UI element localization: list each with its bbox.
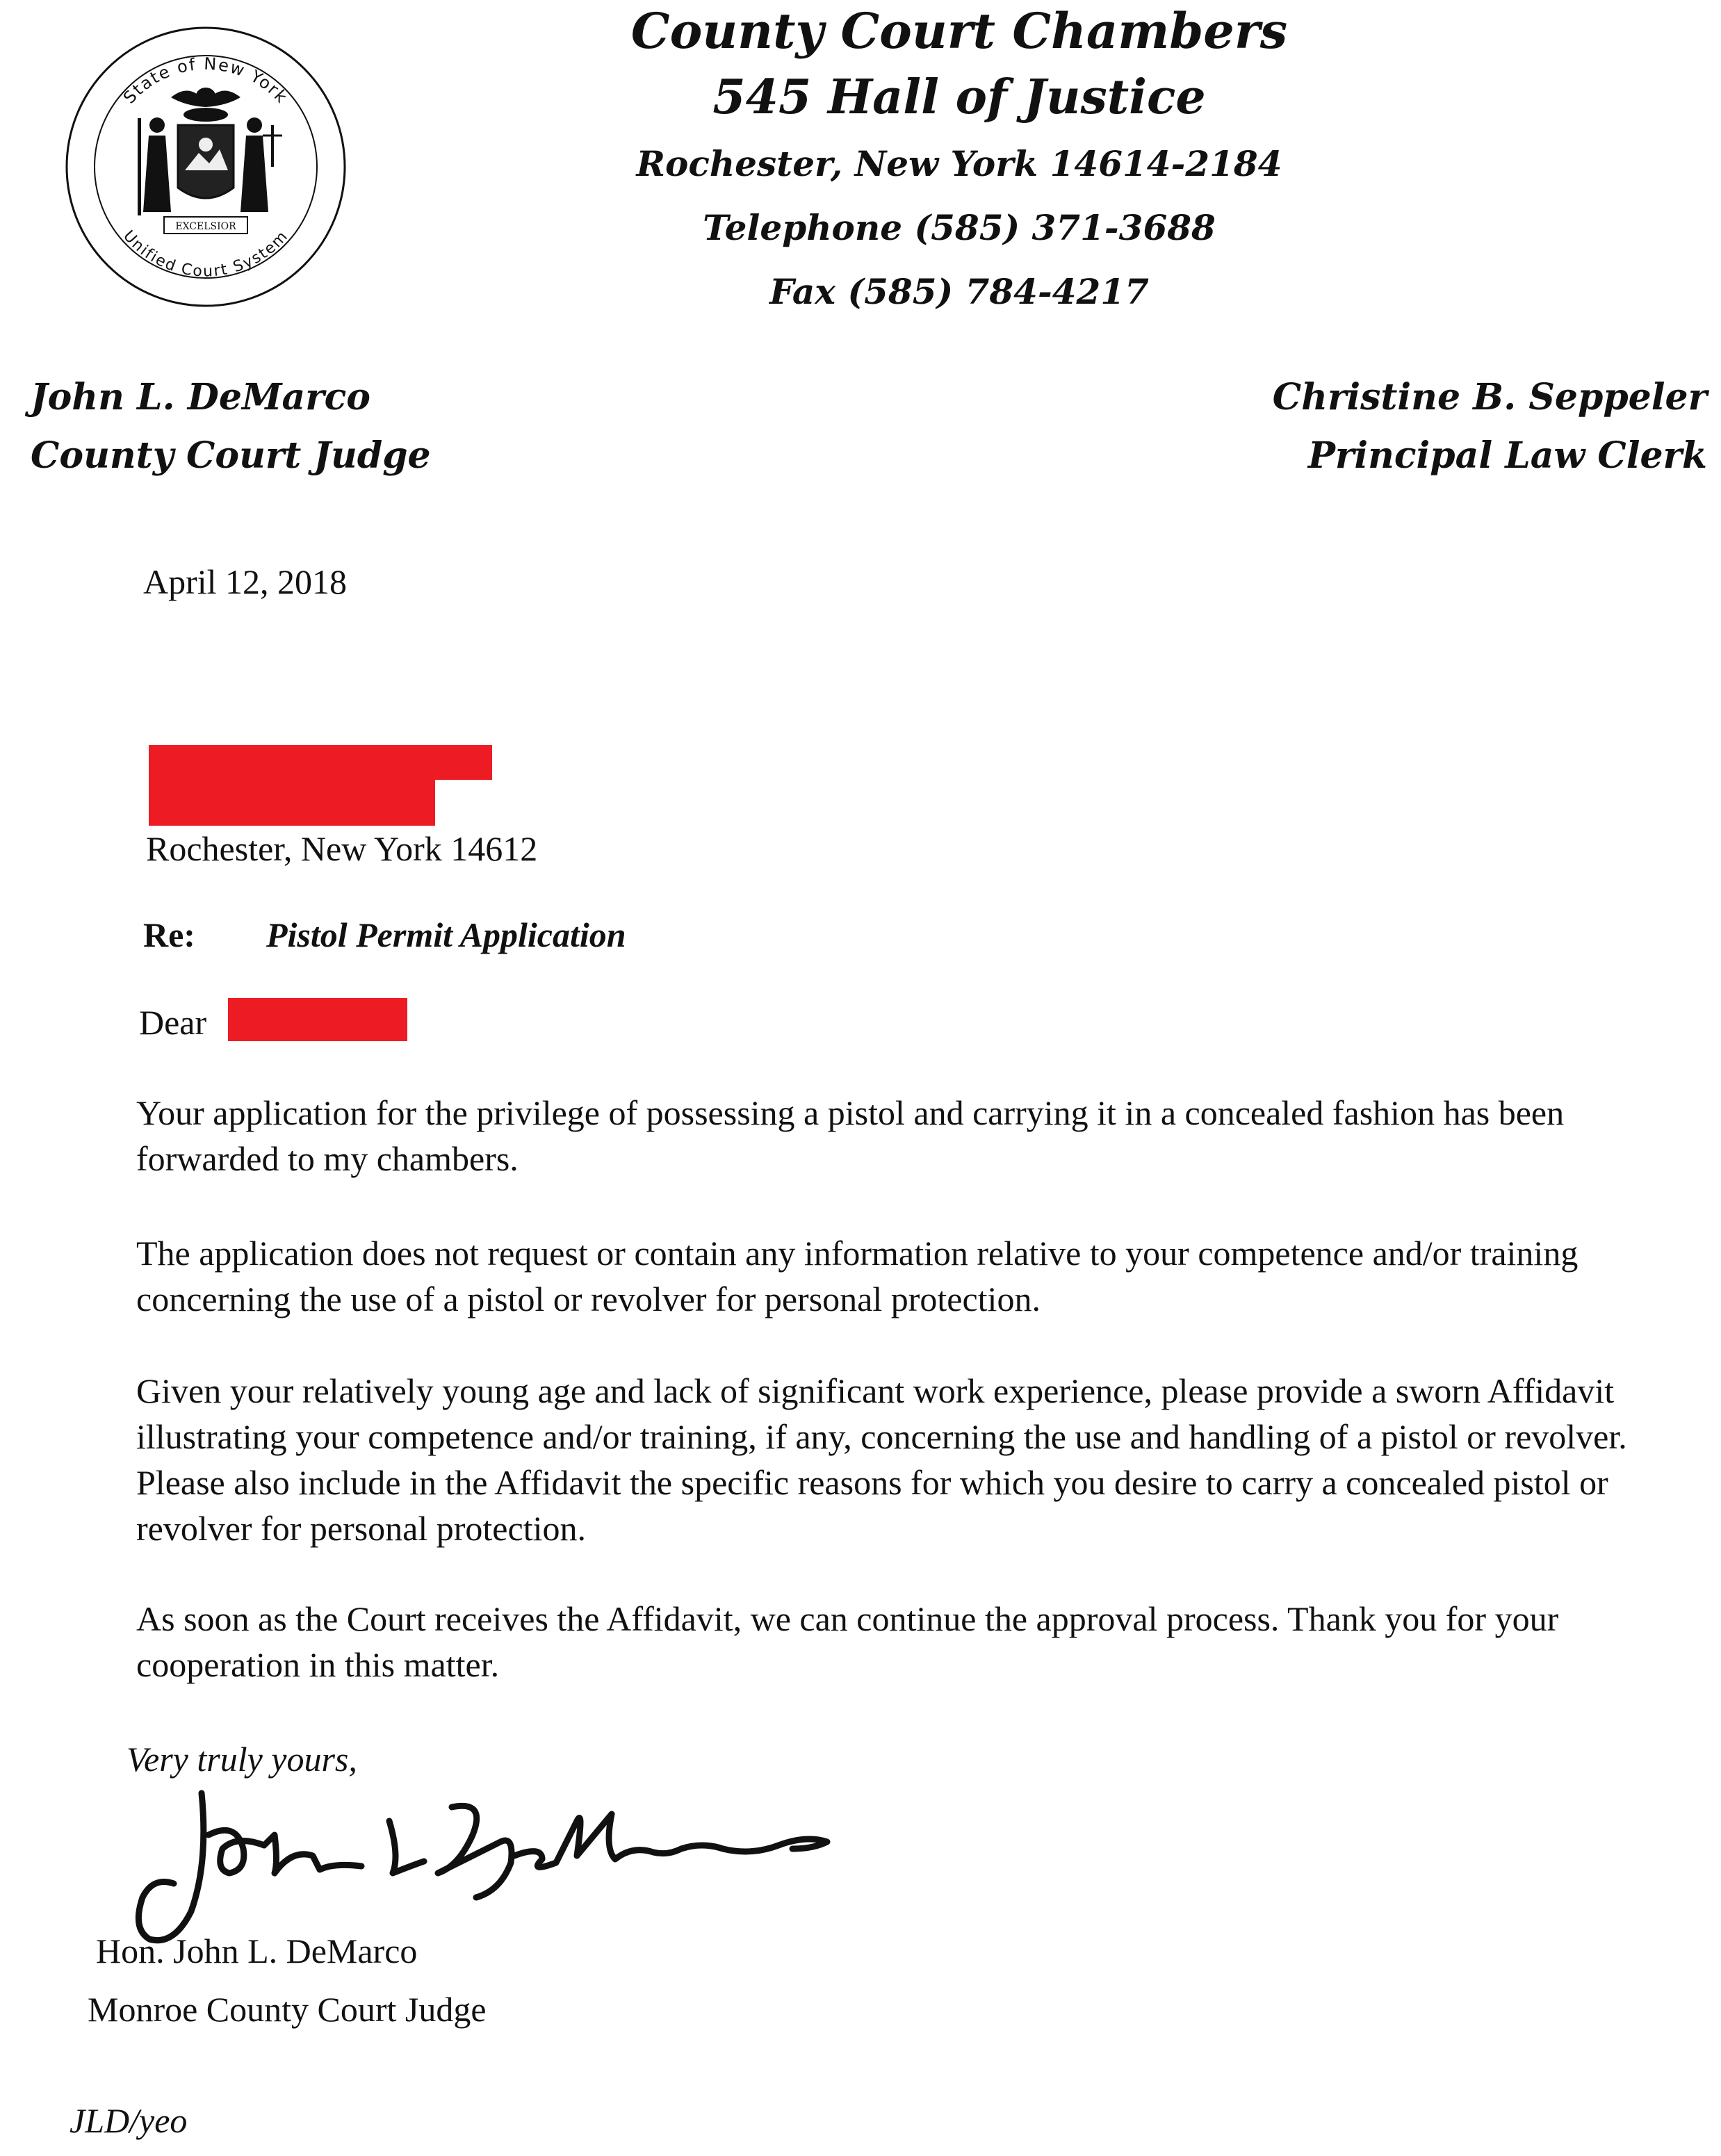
letterhead [542, 0, 1376, 324]
recipient-city: Rochester, New York 14612 [146, 829, 538, 868]
judge-block [31, 368, 431, 485]
paragraph-3: Given your relatively young age and lack of significant work experience, please provide a sworn Affidavit illustrating your competence and/or training, if any, concerning the use and handling of a pistol or revolver. Please also include in the Affidavit the specific reasons for which you desire to carry a concealed pistol or revolver for personal protection. [136, 1371, 1627, 1548]
clerk-title: Principal Law Clerk [1307, 434, 1707, 477]
initials: JLD/yeo [70, 2101, 188, 2140]
re-subject: Pistol Permit Application [266, 915, 626, 954]
closing: Very truly yours, [127, 1740, 357, 1779]
signer-name: Hon. John L. DeMarco [96, 1932, 418, 1970]
paragraph-4: As soon as the Court receives the Affidavit, we can continue the approval process. Thank you for your cooperation in this matter. [136, 1599, 1559, 1684]
letterhead-fax: Fax (585) 784-4217 [769, 271, 1149, 312]
judge-name: John L. DeMarco [31, 376, 370, 418]
letterhead-chambers: County Court Chambers [630, 2, 1288, 60]
svg-text:Unified Court System [120, 227, 292, 281]
seal-bottom-text: Unified Court System [120, 227, 293, 281]
redacted-recipient-name [149, 745, 492, 780]
seal-motto: EXCELSIOR [175, 221, 236, 232]
re-label: Re: [143, 915, 195, 954]
letterhead-telephone: Telephone (585) 371-3688 [703, 207, 1216, 248]
paragraph-1: Your application for the privilege of possessing a pistol and carrying it in a concealed fashion has been forwarded to my chambers. [136, 1093, 1565, 1178]
letter-date: April 12, 2018 [143, 562, 348, 601]
signer-title: Monroe County Court Judge [88, 1990, 487, 2029]
redacted-recipient-street [149, 780, 435, 826]
seal-top-text: State of New York [119, 54, 293, 108]
redacted-salutation-name [228, 998, 407, 1041]
re-line [143, 915, 626, 955]
letterhead-address: 545 Hall of Justice [712, 70, 1206, 125]
clerk-name: Christine B. Seppeler [1272, 376, 1707, 418]
clerk-block [1273, 368, 1707, 485]
letterhead-city: Rochester, New York 14614-2184 [636, 143, 1282, 184]
judge-title: County Court Judge [31, 434, 431, 477]
salutation: Dear [139, 1003, 207, 1042]
court-seal [60, 21, 352, 313]
paragraph-2: The application does not request or contain any information relative to your competence and/or training concerning the use of a pistol or revolver for personal protection. [136, 1234, 1579, 1318]
